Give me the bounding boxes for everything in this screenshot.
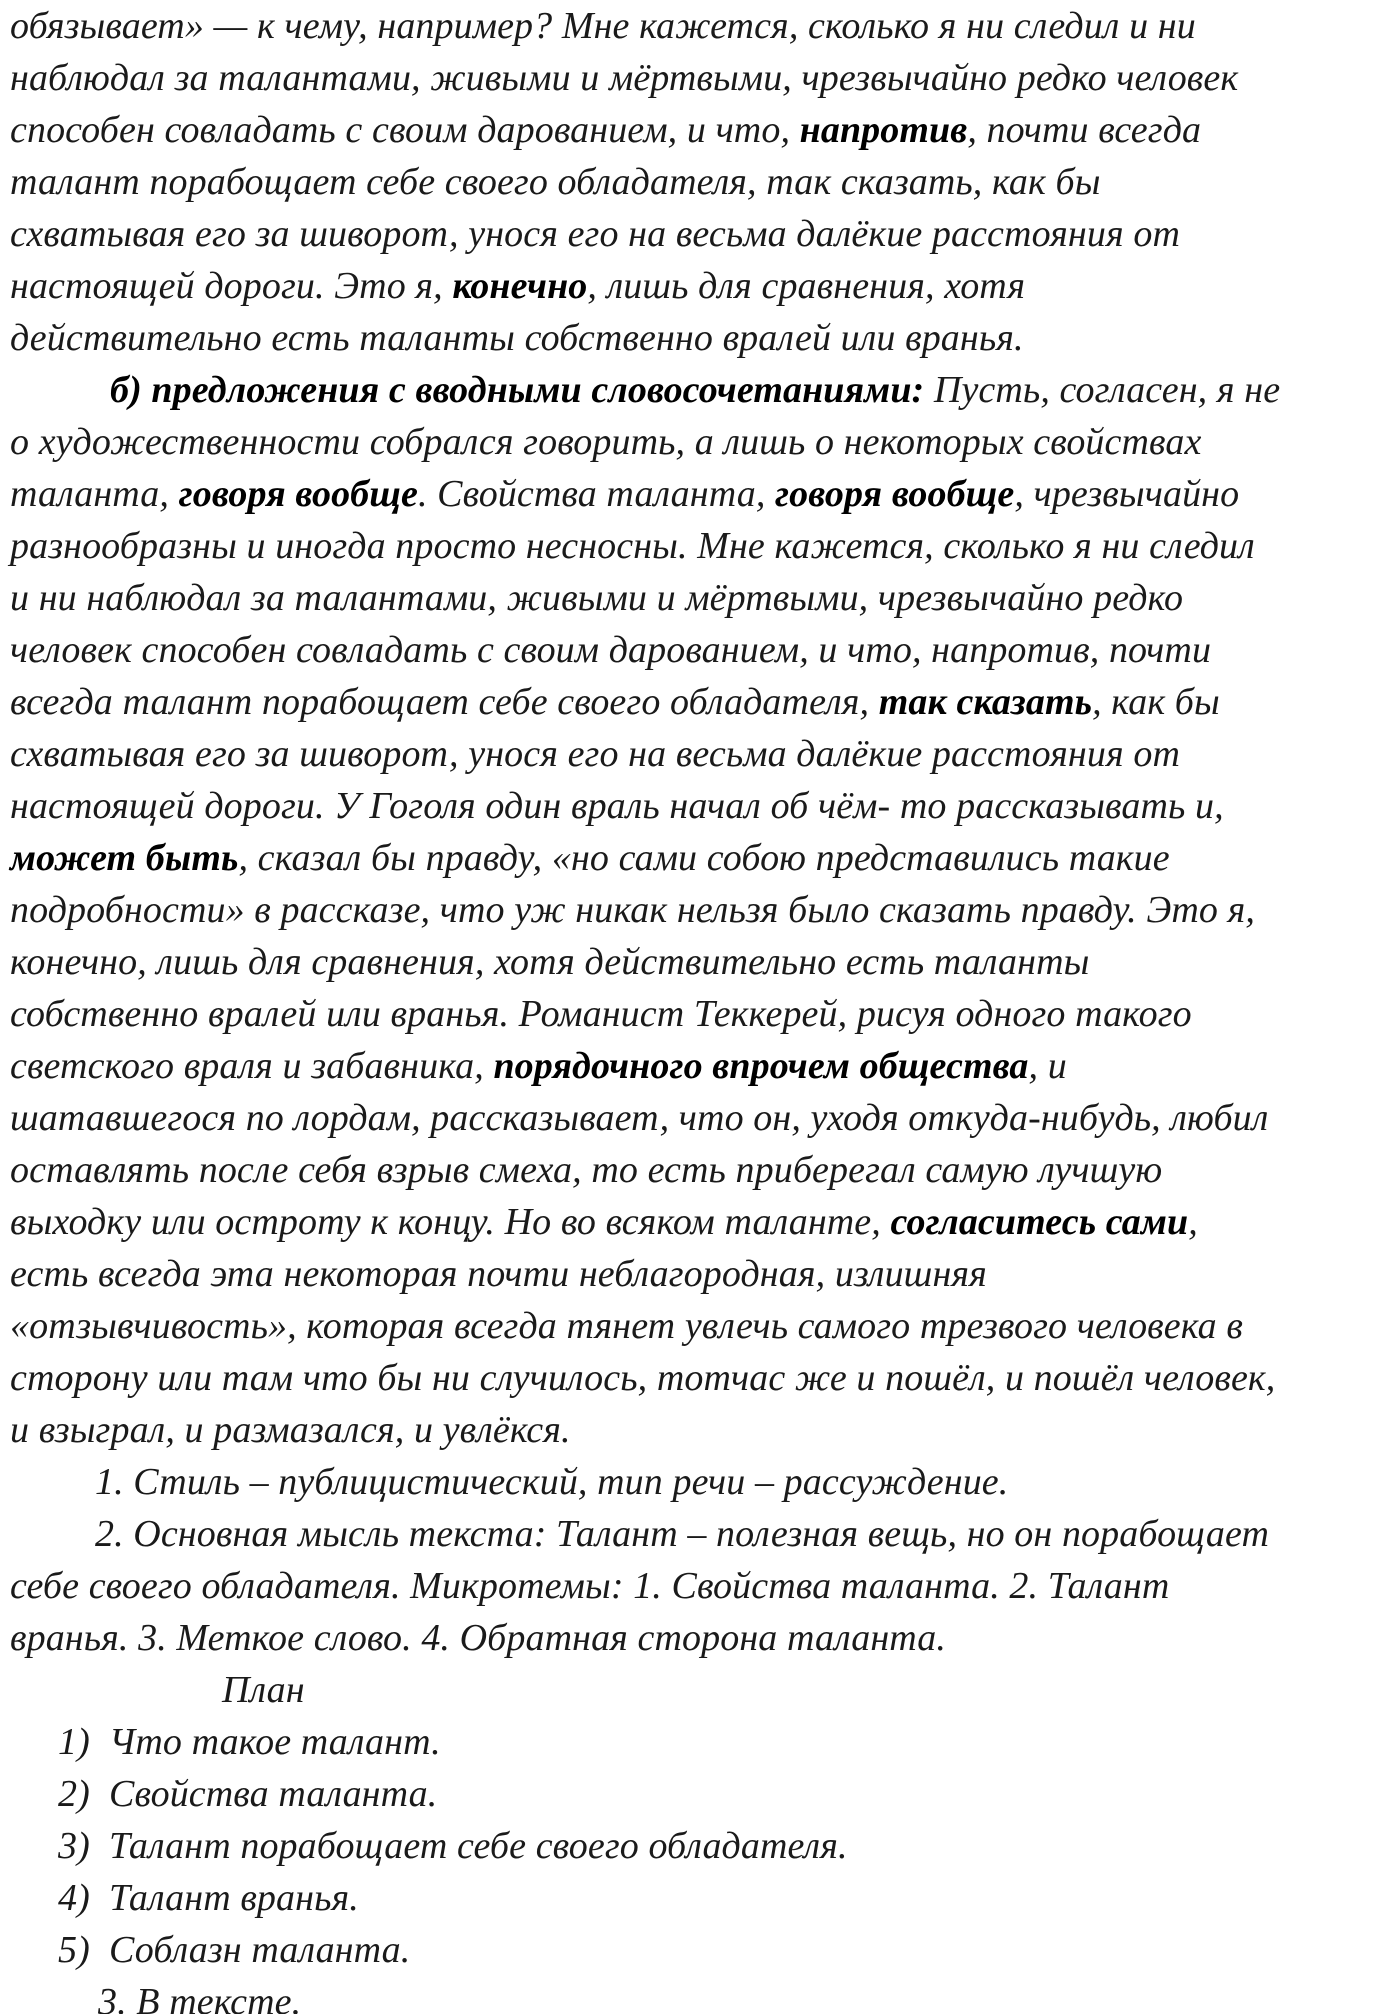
text-line xyxy=(10,988,1400,1040)
text-span: и ни наблюдал за талантами, живыми и мёртвыми, чрезвычайно редко xyxy=(10,577,1184,619)
text-span: 4) Талант вранья. xyxy=(58,1877,359,1919)
text-span: , лишь для сравнения, хотя xyxy=(587,265,1026,307)
text-line xyxy=(10,1560,1400,1612)
text-span: таланта, xyxy=(10,473,179,515)
text-span: . Свойства таланта, xyxy=(417,473,776,515)
text-line xyxy=(10,1196,1400,1248)
bold-phrase: порядочного впрочем общества xyxy=(493,1045,1029,1087)
text-line xyxy=(110,364,1400,416)
text-line xyxy=(58,1768,1400,1820)
text-span: выходку или остроту к концу. Но во всяком таланте, xyxy=(10,1201,891,1243)
text-span: талант порабощает себе своего обладателя, так сказать, как бы xyxy=(10,161,1101,203)
text-line xyxy=(10,1612,1400,1664)
text-line xyxy=(58,1716,1400,1768)
text-span: оставлять после себя взрыв смеха, то есть приберегал самую лучшую xyxy=(10,1149,1163,1191)
text-span: настоящей дороги. Это я, xyxy=(10,265,453,307)
bold-phrase: напротив xyxy=(799,109,968,151)
text-span: , xyxy=(1188,1201,1198,1243)
text-line xyxy=(10,312,1400,364)
text-span: есть всегда эта некоторая почти неблагородная, излишняя xyxy=(10,1253,987,1295)
bold-phrase: согласитесь сами xyxy=(890,1201,1189,1243)
text-span: вранья. 3. Меткое слово. 4. Обратная сторона таланта. xyxy=(10,1617,946,1659)
text-span: План xyxy=(222,1669,305,1711)
text-span: способен совладать с своим дарованием, и что, xyxy=(10,109,800,151)
text-span: о художественности собрался говорить, а лишь о некоторых свойствах xyxy=(10,421,1202,463)
text-line xyxy=(58,1924,1400,1976)
text-line xyxy=(10,832,1400,884)
text-line xyxy=(10,260,1400,312)
text-line xyxy=(10,1300,1400,1352)
bold-phrase: так сказать xyxy=(878,681,1093,723)
text-span: разнообразны и иногда просто несносны. Мне кажется, сколько я ни следил xyxy=(10,525,1255,567)
text-span: 1. Стиль – публицистический, тип речи – рассуждение. xyxy=(95,1461,1009,1503)
text-line xyxy=(10,520,1400,572)
bold-phrase: говоря вообще xyxy=(775,473,1015,515)
text-span: обязывает» — к чему, например? Мне кажется, сколько я ни следил и ни xyxy=(10,5,1196,47)
text-span: всегда талант порабощает себе своего обладателя, xyxy=(10,681,879,723)
text-span: 5) Соблазн таланта. xyxy=(58,1929,411,1971)
text-line xyxy=(10,728,1400,780)
text-span: 2. Основная мысль текста: Талант – полезная вещь, но он порабощает xyxy=(95,1513,1270,1555)
text-line xyxy=(10,1040,1400,1092)
text-span: конечно, лишь для сравнения, хотя действительно есть таланты xyxy=(10,941,1090,983)
text-line xyxy=(10,416,1400,468)
text-line xyxy=(10,468,1400,520)
bold-phrase: говоря вообще xyxy=(178,473,418,515)
text-line xyxy=(10,1144,1400,1196)
text-span: собственно вралей или вранья. Романист Теккерей, рисуя одного такого xyxy=(10,993,1192,1035)
text-span: 3. В тексте. xyxy=(98,1981,302,2014)
text-line xyxy=(10,624,1400,676)
text-span: , чрезвычайно xyxy=(1014,473,1240,515)
text-span: настоящей дороги. У Гоголя один враль начал об чём- то рассказывать и, xyxy=(10,785,1224,827)
text-line xyxy=(10,1404,1400,1456)
text-span: и взыграл, и размазался, и увлёкся. xyxy=(10,1409,571,1451)
text-line xyxy=(95,1456,1400,1508)
text-span: действительно есть таланты собственно вралей или вранья. xyxy=(10,317,1024,359)
text-span: , почти всегда xyxy=(967,109,1202,151)
text-span: себе своего обладателя. Микротемы: 1. Свойства таланта. 2. Талант xyxy=(10,1565,1170,1607)
text-line xyxy=(10,572,1400,624)
text-line xyxy=(58,1820,1400,1872)
bold-phrase: конечно xyxy=(452,265,588,307)
text-line xyxy=(10,52,1400,104)
text-span: светского враля и забавника, xyxy=(10,1045,494,1087)
text-span: схватывая его за шиворот, унося его на весьма далёкие расстояния от xyxy=(10,733,1180,775)
text-span: подробности» в рассказе, что уж никак нельзя было сказать правду. Это я, xyxy=(10,889,1255,931)
text-line xyxy=(10,208,1400,260)
text-span: 1) Что такое талант. xyxy=(58,1721,441,1763)
text-span: шатавшегося по лордам, рассказывает, что он, уходя откуда-нибудь, любил xyxy=(10,1097,1269,1139)
text-line xyxy=(10,676,1400,728)
text-line xyxy=(10,936,1400,988)
text-line xyxy=(98,1976,1400,2014)
text-span: 2) Свойства таланта. xyxy=(58,1773,438,1815)
text-span: , как бы xyxy=(1092,681,1220,723)
text-line xyxy=(10,156,1400,208)
text-span: человек способен совладать с своим дарованием, и что, напротив, почти xyxy=(10,629,1212,671)
text-span: наблюдал за талантами, живыми и мёртвыми, чрезвычайно редко человек xyxy=(10,57,1239,99)
text-line xyxy=(10,1248,1400,1300)
bold-phrase: б) предложения с вводными словосочетаниями: xyxy=(110,369,925,411)
text-span: схватывая его за шиворот, унося его на весьма далёкие расстояния от xyxy=(10,213,1180,255)
text-span: , и xyxy=(1028,1045,1067,1087)
text-line xyxy=(222,1664,1400,1716)
text-line xyxy=(95,1508,1400,1560)
text-line xyxy=(10,1092,1400,1144)
text-span: Пусть, согласен, я не xyxy=(924,369,1281,411)
text-span: 3) Талант порабощает себе своего обладателя. xyxy=(58,1825,848,1867)
text-line xyxy=(10,104,1400,156)
text-span: «отзывчивость», которая всегда тянет увлечь самого трезвого человека в xyxy=(10,1305,1243,1347)
text-line xyxy=(10,1352,1400,1404)
text-span: сторону или там что бы ни случилось, тотчас же и пошёл, и пошёл человек, xyxy=(10,1357,1276,1399)
text-line xyxy=(10,884,1400,936)
text-line xyxy=(58,1872,1400,1924)
bold-phrase: может быть xyxy=(10,837,239,879)
text-line xyxy=(10,780,1400,832)
text-span: , сказал бы правду, «но сами собою представились такие xyxy=(238,837,1170,879)
text-line xyxy=(10,0,1400,52)
